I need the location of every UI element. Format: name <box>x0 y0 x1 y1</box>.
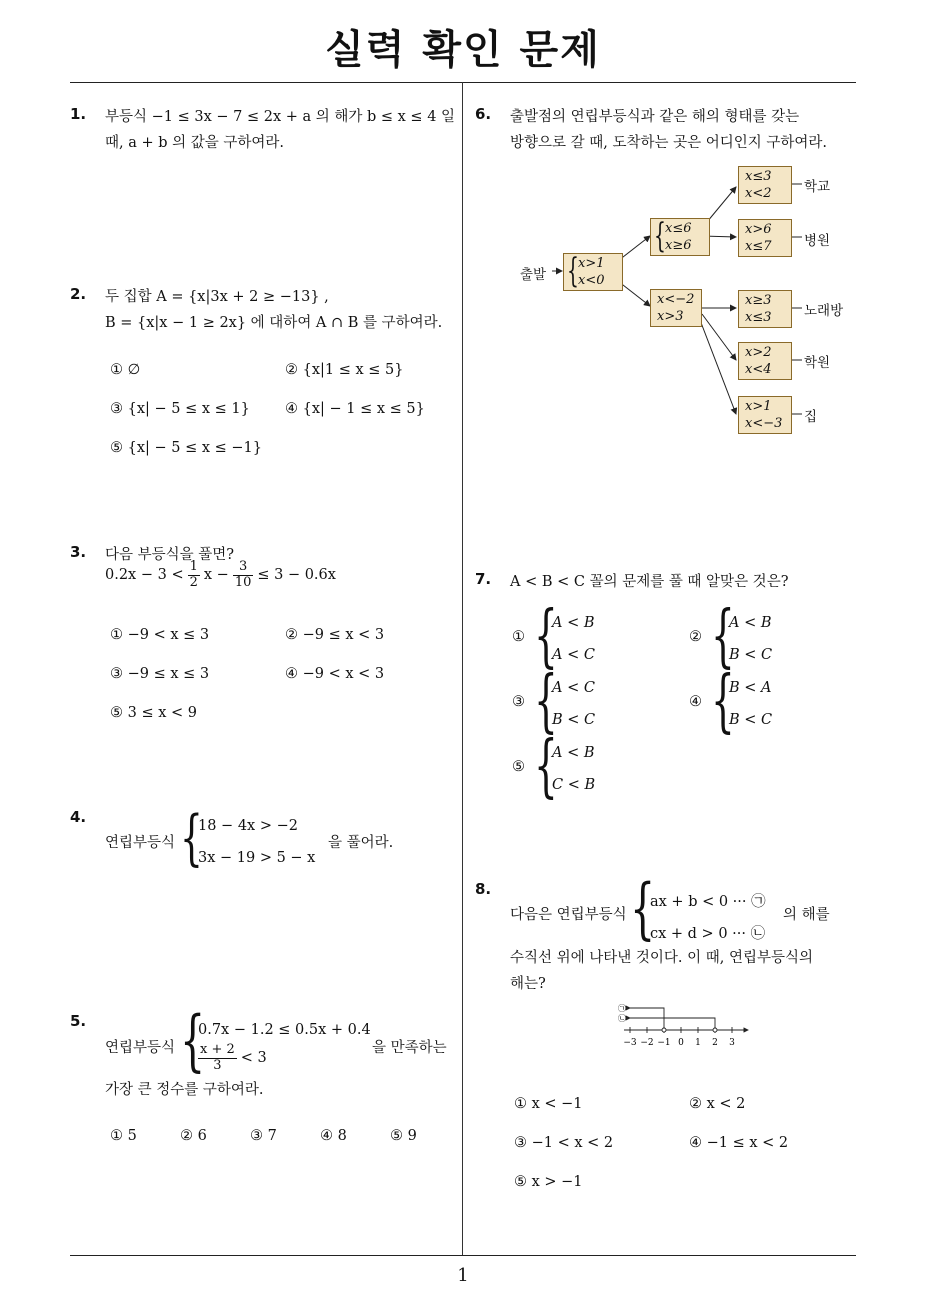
q5-frac-num: x + 2 <box>200 1042 235 1057</box>
q6-mid2-line1: x<−2 <box>657 292 695 307</box>
q8-option-5[interactable]: ⑤ x > −1 <box>514 1174 583 1190</box>
q6-end1-line1: x≤3 <box>745 169 772 184</box>
q5-tail: 을 만족하는 <box>372 1040 447 1056</box>
q8-option-2[interactable]: ② x < 2 <box>689 1096 746 1112</box>
q3-inequality <box>105 560 336 591</box>
q1-line1: 부등식 −1 ≤ 3x − 7 ≤ 2x + a 의 해가 b ≤ x ≤ 4 일 <box>105 109 456 125</box>
endpoint-2 <box>713 1028 717 1032</box>
q4-tail: 을 풀어라. <box>328 835 394 851</box>
q6-end2-line1: x>6 <box>745 222 772 237</box>
q7-option-1-brace: { <box>534 597 558 676</box>
label--2: −2 <box>640 1038 654 1048</box>
q3-option-1[interactable]: ① −9 < x ≤ 3 <box>110 627 210 643</box>
q6-end4-box <box>738 342 792 380</box>
q5-label: 연립부등식 <box>105 1040 176 1056</box>
q5-number: 5. <box>70 1012 87 1030</box>
q7-number: 7. <box>475 570 492 588</box>
q4-brace: { <box>180 803 203 873</box>
q6-dest-home: 집 <box>804 409 818 425</box>
q7-option-5-mark: ⑤ <box>512 759 525 775</box>
q7-option-2-brace: { <box>711 597 735 676</box>
label--1: −1 <box>657 1038 671 1048</box>
q7-option-3-l2: B < C <box>552 712 596 728</box>
q7-option-2-l2: B < C <box>729 647 773 663</box>
q3-frac1-num: 1 <box>189 559 198 574</box>
q3-frac2-den: 10 <box>234 574 252 590</box>
q5-option-1[interactable]: ① 5 <box>110 1128 137 1144</box>
q2-line2: B = {x|x − 1 ≥ 2x} 에 대하여 A ∩ B 를 구하여라. <box>105 315 443 331</box>
q3-frac2-num: 3 <box>233 560 254 576</box>
q7-option-3-mark: ③ <box>512 694 525 710</box>
q6-end5-line2: x<−3 <box>745 416 783 431</box>
q6-start-line2: x<0 <box>578 273 605 288</box>
q5-option-3[interactable]: ③ 7 <box>250 1128 277 1144</box>
q6-mid2-line2: x>3 <box>657 309 684 324</box>
q6-mid1-line2: x≥6 <box>665 238 692 253</box>
q6-start-label: 출발 <box>520 267 547 283</box>
endpoint-minus1 <box>662 1028 666 1032</box>
q3-option-2[interactable]: ② −9 ≤ x < 3 <box>285 627 385 643</box>
q7-line1: A < B < C 꼴의 문제를 풀 때 알맞은 것은? <box>510 574 789 590</box>
q7-option-3-l1: A < C <box>552 680 595 696</box>
q2-option-2[interactable]: ② {x|1 ≤ x ≤ 5} <box>285 362 404 378</box>
q6-dest-academy: 학원 <box>804 355 831 371</box>
label-2: 2 <box>712 1038 718 1048</box>
q3-fraction-2 <box>233 560 254 591</box>
q8-option-4[interactable]: ④ −1 ≤ x < 2 <box>689 1135 789 1151</box>
q7-option-4-l2: B < C <box>729 712 773 728</box>
label-0: 0 <box>678 1038 684 1048</box>
range-b <box>630 1018 715 1030</box>
q6-dest-school: 학교 <box>804 179 831 195</box>
q6-mid2-box <box>650 289 702 327</box>
bottom-rule <box>70 1255 856 1256</box>
q3-ineq-right: ≤ 3 − 0.6x <box>257 567 336 584</box>
q3-frac1-den: 2 <box>189 574 198 590</box>
q4-eq2: 3x − 19 > 5 − x <box>198 850 316 866</box>
q3-option-3[interactable]: ③ −9 ≤ x ≤ 3 <box>110 666 210 682</box>
q6-end1-box <box>738 166 792 204</box>
q3-ineq-left: 0.2x − 3 < <box>105 567 184 584</box>
mark-b: ㉡ <box>618 1014 626 1023</box>
q6-line2: 방향으로 갈 때, 도착하는 곳은 어디인지 구하여라. <box>510 135 828 151</box>
q5-option-2[interactable]: ② 6 <box>180 1128 207 1144</box>
q3-line1: 다음 부등식을 풀면? <box>105 547 235 563</box>
q7-option-1-l1: A < B <box>552 615 595 631</box>
q6-end1-line2: x<2 <box>745 186 772 201</box>
q6-end4-line1: x>2 <box>745 345 772 360</box>
q5-frac-den: 3 <box>213 1057 222 1073</box>
q3-option-4[interactable]: ④ −9 < x < 3 <box>285 666 385 682</box>
q7-option-2-mark: ② <box>689 629 702 645</box>
q8-eq1: ax + b < 0 ··· ㉠ <box>650 894 766 910</box>
q3-fraction-1 <box>188 560 200 591</box>
q4-number: 4. <box>70 808 87 826</box>
q6-dest-hospital: 병원 <box>804 233 831 249</box>
q6-end5-line1: x>1 <box>745 399 772 414</box>
q7-option-2[interactable] <box>689 597 839 676</box>
q3-number: 3. <box>70 543 87 561</box>
q7-option-4-mark: ④ <box>689 694 702 710</box>
q2-option-1[interactable]: ① ∅ <box>110 362 141 378</box>
q3-ineq-mid: x − <box>203 567 229 584</box>
q7-option-2-l1: A < B <box>729 615 772 631</box>
q4-label: 연립부등식 <box>105 835 176 851</box>
q6-end5-box <box>738 396 792 434</box>
q3-option-5[interactable]: ⑤ 3 ≤ x < 9 <box>110 705 197 721</box>
q2-option-3[interactable]: ③ {x| − 5 ≤ x ≤ 1} <box>110 401 250 417</box>
q1-number: 1. <box>70 105 87 123</box>
q2-line1: 두 집합 A = {x|3x + 2 ≥ −13} , <box>105 289 329 305</box>
q8-number-line <box>610 996 760 1052</box>
page-number: 1 <box>457 1265 469 1286</box>
q8-option-3[interactable]: ③ −1 < x < 2 <box>514 1135 614 1151</box>
q6-end3-line1: x≥3 <box>745 293 772 308</box>
q6-dest-karaoke: 노래방 <box>804 303 844 319</box>
q8-brace: { <box>630 870 656 947</box>
q8-option-1[interactable]: ① x < −1 <box>514 1096 583 1112</box>
q5-option-4[interactable]: ④ 8 <box>320 1128 347 1144</box>
q6-end3-box <box>738 290 792 328</box>
q7-option-5-l1: A < B <box>552 745 595 761</box>
label-1: 1 <box>695 1038 701 1048</box>
q6-line1: 출발점의 연립부등식과 같은 해의 형태를 갖는 <box>510 109 800 125</box>
q8-eq2: cx + d > 0 ··· ㉡ <box>650 926 766 942</box>
q2-option-4[interactable]: ④ {x| − 1 ≤ x ≤ 5} <box>285 401 425 417</box>
arrow-mid2-end5 <box>700 320 736 414</box>
q6-end2-box <box>738 219 792 257</box>
q6-end4-line2: x<4 <box>745 362 772 377</box>
q5-eq2-tail: < 3 <box>240 1050 267 1067</box>
q5-fraction <box>198 1043 237 1074</box>
q7-option-3[interactable] <box>512 662 662 741</box>
q7-option-1-mark: ① <box>512 629 525 645</box>
q2-number: 2. <box>70 285 87 303</box>
q7-option-5[interactable] <box>512 727 662 806</box>
q6-mid1-box <box>650 218 710 256</box>
q6-start-brace: { <box>567 251 579 291</box>
q7-option-1[interactable] <box>512 597 662 676</box>
q5-option-5[interactable]: ⑤ 9 <box>390 1128 417 1144</box>
q8-label: 다음은 연립부등식 <box>510 907 627 923</box>
q7-option-3-brace: { <box>534 662 558 741</box>
q7-option-4-brace: { <box>711 662 735 741</box>
q7-option-4[interactable] <box>689 662 839 741</box>
mark-a: ㉠ <box>618 1004 626 1013</box>
q6-end2-line2: x≤7 <box>745 239 772 254</box>
q2-option-5[interactable]: ⑤ {x| − 5 ≤ x ≤ −1} <box>110 440 263 456</box>
q6-mid1-line1: x≤6 <box>665 221 692 236</box>
q8-line3: 해는? <box>510 976 546 992</box>
q7-option-5-l2: C < B <box>552 777 596 793</box>
q1-line2: 때, a + b 의 값을 구하여라. <box>105 135 285 151</box>
label-3: 3 <box>729 1038 735 1048</box>
q8-line2: 수직선 위에 나타낸 것이다. 이 때, 연립부등식의 <box>510 950 814 966</box>
q6-number: 6. <box>475 105 492 123</box>
q6-start-box <box>563 253 623 291</box>
q6-end3-line2: x≤3 <box>745 310 772 325</box>
label--3: −3 <box>623 1038 637 1048</box>
arrow-mid2-end4 <box>702 314 736 360</box>
q7-option-1-l2: A < C <box>552 647 595 663</box>
q5-eq2 <box>198 1043 267 1074</box>
q8-tail: 의 해를 <box>783 907 830 923</box>
q6-mid1-brace: { <box>654 216 666 256</box>
page-title: 실력 확인 문제 <box>325 27 601 73</box>
q7-option-5-brace: { <box>534 727 558 806</box>
q5-brace: { <box>180 1002 206 1079</box>
q8-number: 8. <box>475 880 492 898</box>
range-a <box>630 1008 664 1030</box>
q4-eq1: 18 − 4x > −2 <box>198 818 298 834</box>
q6-start-line1: x>1 <box>578 256 605 271</box>
q7-option-4-l1: B < A <box>729 680 772 696</box>
q5-line2: 가장 큰 정수를 구하여라. <box>105 1082 264 1098</box>
q5-eq1: 0.7x − 1.2 ≤ 0.5x + 0.4 <box>198 1022 371 1038</box>
